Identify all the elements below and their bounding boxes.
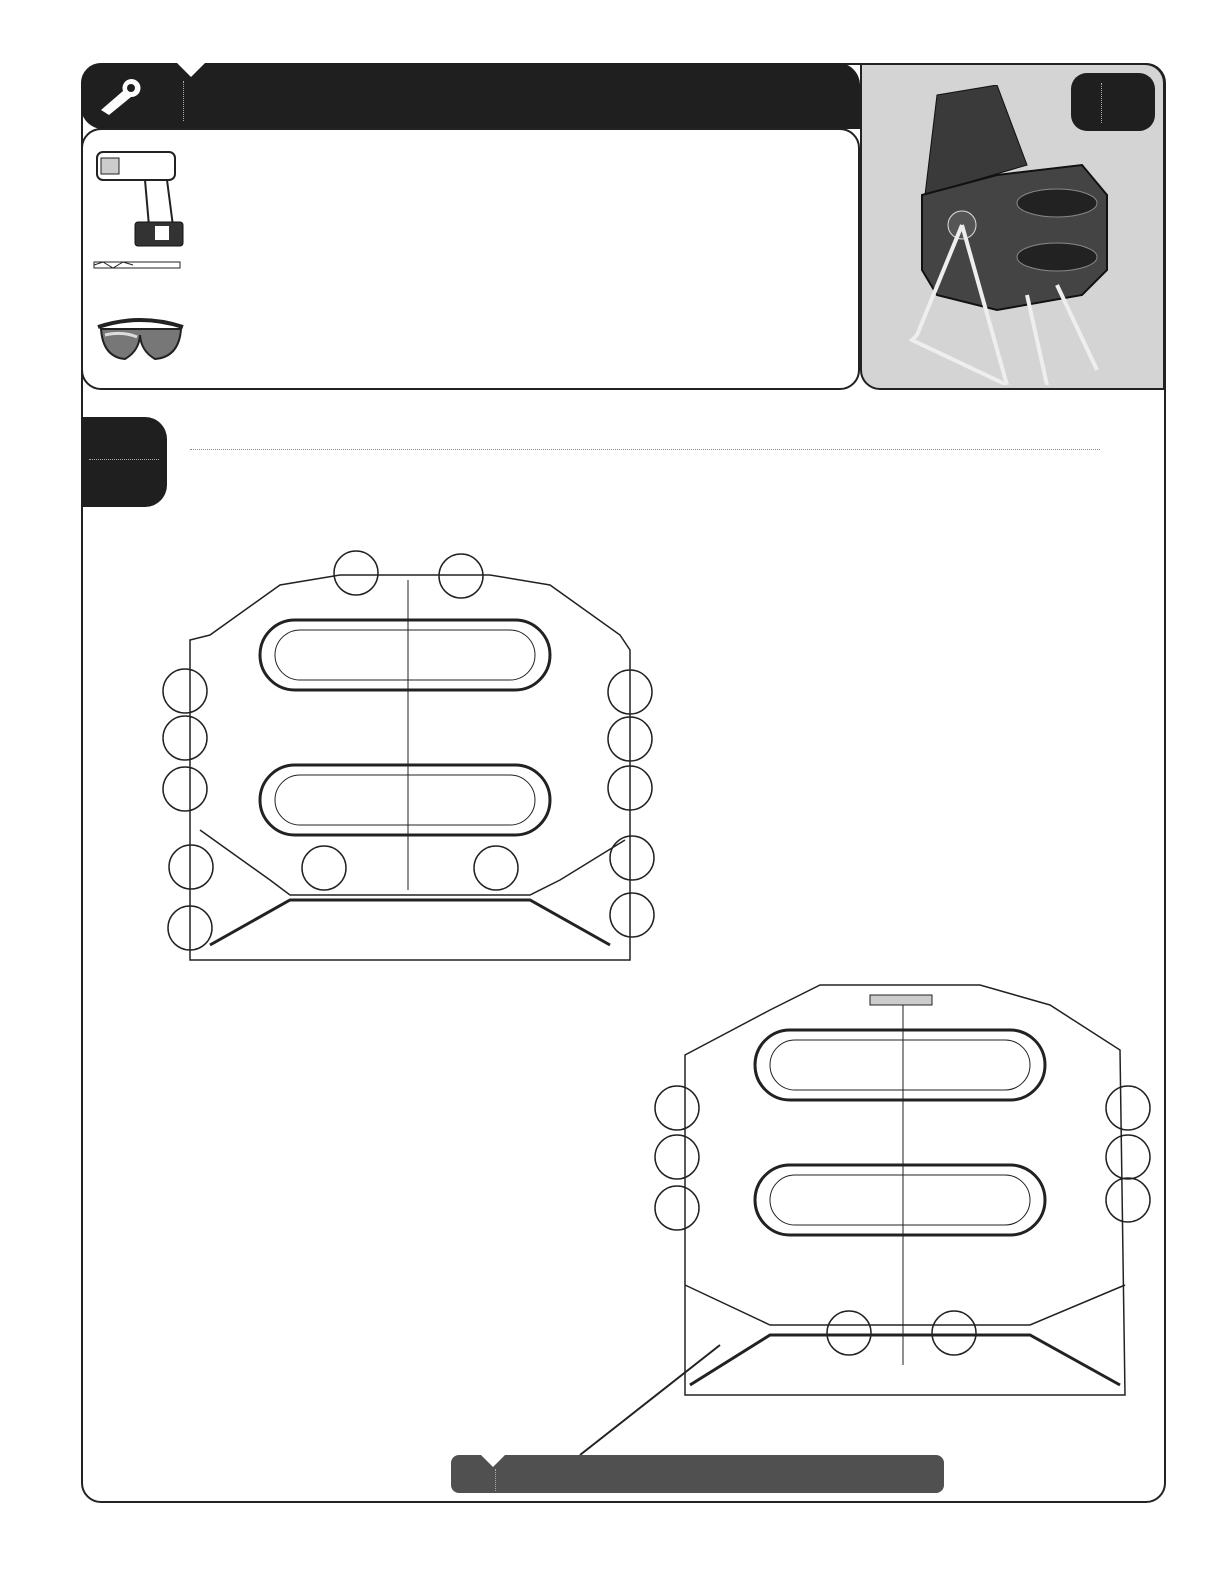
header-notch	[177, 63, 205, 77]
badge-divider	[1101, 83, 1102, 123]
tools-box	[81, 128, 860, 390]
bottom-panel-diagram	[650, 975, 1160, 1405]
label-notch	[481, 1455, 505, 1467]
photo-badge	[1071, 73, 1155, 131]
panel-drawing-icon	[650, 975, 1160, 1405]
safety-glasses-icon	[93, 313, 188, 368]
step-number-badge	[81, 417, 167, 507]
step-badge-divider	[89, 459, 159, 460]
label-divider	[495, 1469, 496, 1491]
tools-header-bar	[81, 63, 860, 129]
drill-bit-icon	[93, 260, 183, 270]
step-title-line	[190, 449, 1100, 450]
top-panel-diagram	[160, 540, 660, 980]
callout-label-bar	[451, 1455, 944, 1493]
panel-drawing-icon	[160, 540, 660, 980]
power-drill-icon	[93, 142, 188, 252]
wrench-icon	[95, 77, 145, 117]
header-divider	[183, 81, 184, 121]
